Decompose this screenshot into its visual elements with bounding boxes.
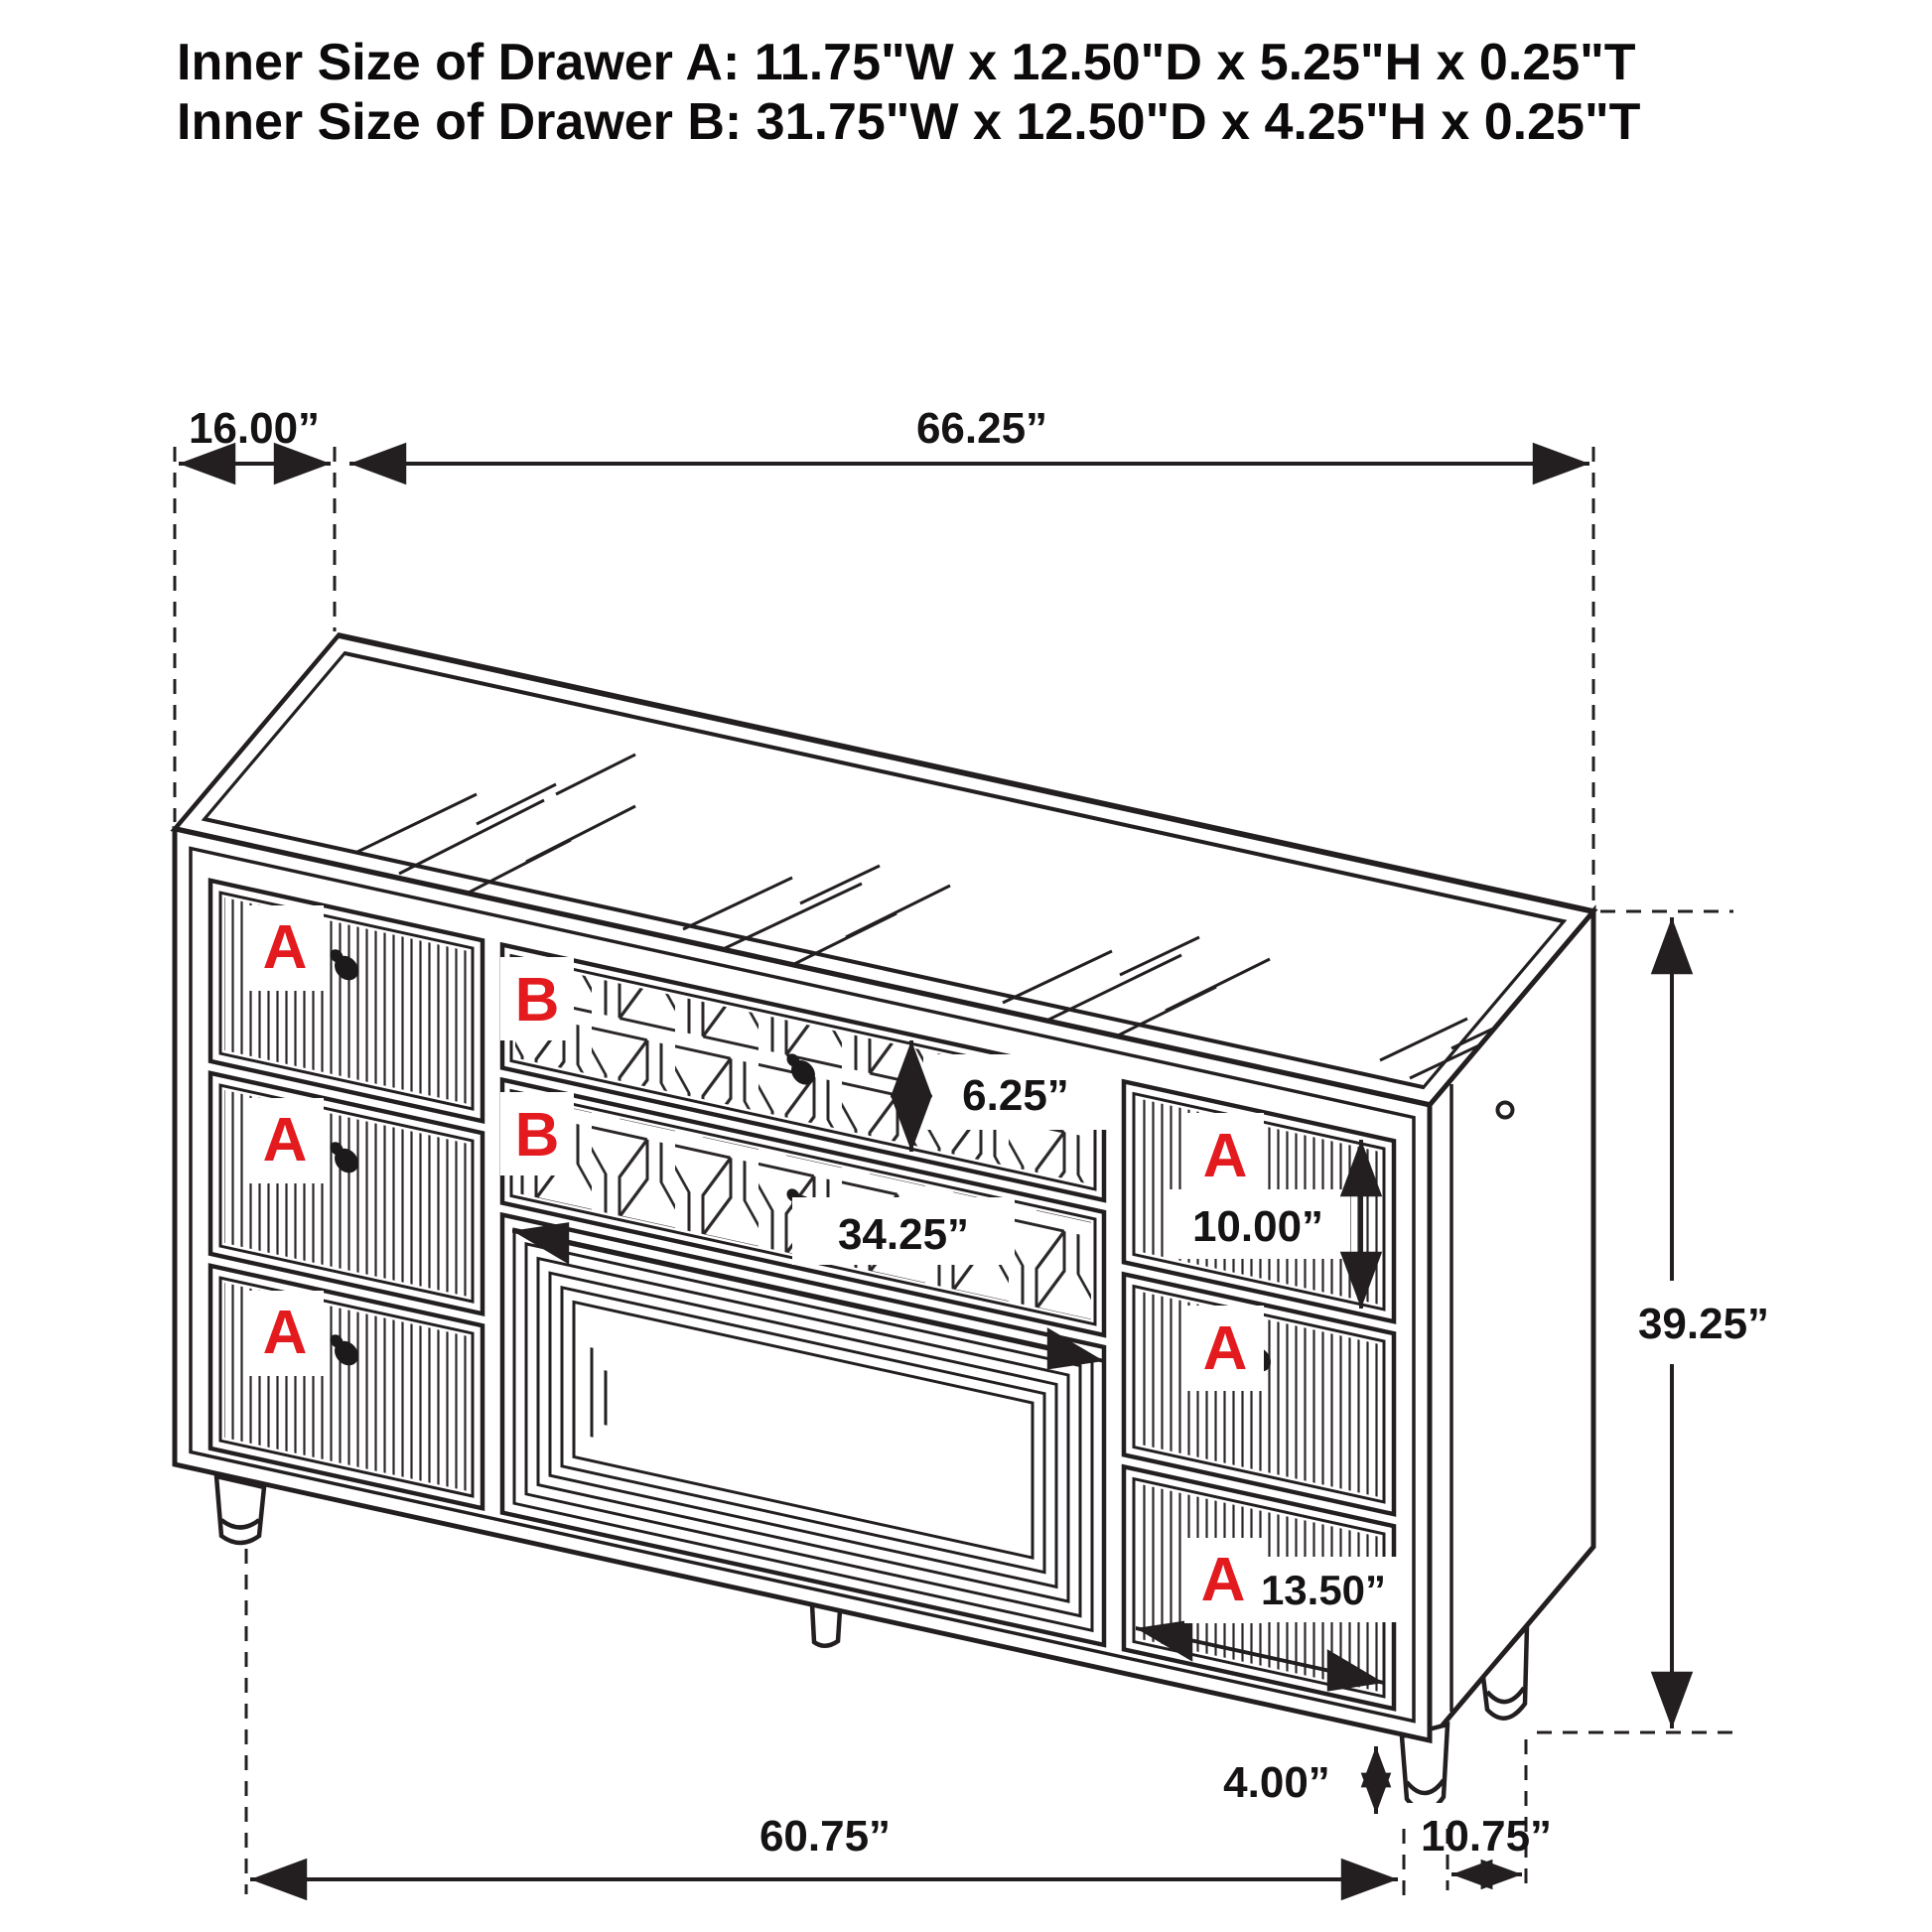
title-line-2: Inner Size of Drawer B: 31.75"W x 12.50"D x 4.25"H x 0.25"T [177,93,1641,151]
drawer-letter-a: A [1202,1122,1248,1190]
dimension-label-total-width: 66.25” [915,404,1048,453]
drawer-letter-a: A [1202,1314,1248,1383]
drawer-letter-a: A [262,1299,308,1367]
dimension-label-front-leg-span: 60.75” [759,1812,892,1861]
front-left-leg [216,1476,264,1543]
drawer-letter-b: B [514,966,560,1035]
title-block [177,34,1641,151]
title-line-1: Inner Size of Drawer A: 11.75"W x 12.50"D x 5.25"H x 0.25"T [177,34,1636,91]
dimension-label-total-height: 39.25” [1637,1300,1770,1348]
side-panel-hole-icon [1498,1103,1513,1118]
dimension-label-side-leg-span: 10.75” [1420,1812,1553,1861]
dimension-label-drawer-b-height: 6.25” [962,1071,1069,1120]
dimension-label-center-width: 34.25” [837,1210,970,1259]
drawer-letter-a: A [262,913,308,982]
dimension-label-leg-height: 4.00” [1223,1758,1330,1807]
dimension-label-side-drawer-width: 13.50” [1260,1567,1387,1613]
drawer-letter-a: A [1200,1546,1246,1614]
drawer-letter-a: A [262,1106,308,1174]
dimension-label-side-drawer-height: 10.00” [1191,1202,1324,1251]
dimension-label-top-depth: 16.00” [188,404,321,453]
drawer-letter-b: B [514,1101,560,1170]
